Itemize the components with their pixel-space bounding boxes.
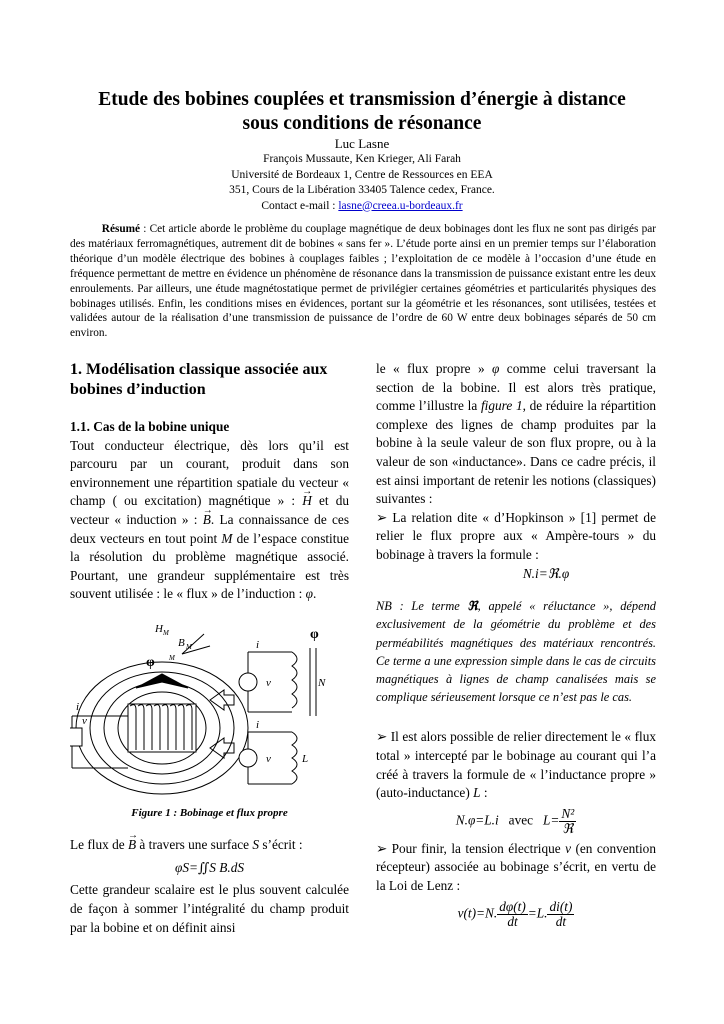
figure-1-diagram: [70, 618, 349, 798]
fig-label-L: L: [302, 752, 309, 765]
bullet-arrow-icon: ➢: [376, 840, 388, 856]
author-block: [60, 136, 664, 214]
paper-title: [60, 88, 664, 136]
paragraph-scalar: Cette grandeur scalaire est le plus souvent calculée de façon à sommer l’intégralité du champ produit par la bobine et on définit ainsi: [70, 882, 349, 935]
paragraph-flux-propre: le « flux propre » φ comme celui traversant la section de la bobine. Il est alors très pratique, comme l’illustre la figure 1, de réduire la répartition complexe des lignes de champ produites par la bobine à la seule valeur de son flux propre, ou à la valeur de son «inductance». Dans ce cadre précis, il est ainsi important de retenir les notions (classiques) suivantes :: [376, 361, 656, 507]
bullet-lenz: ➢ Pour finir, la tension électrique v (en convention récepteur) associée au bobinage s’écrit, en vertu de la Loi de Lenz :: [376, 840, 656, 893]
reluctance-symbol: ℜ: [467, 599, 478, 614]
fig-label-BM-sub: M: [186, 642, 192, 651]
fig-label-N: N: [318, 676, 326, 689]
fig-label-BM: B: [178, 636, 185, 649]
title-line-1: Etude des bobines couplées et transmission d’énergie à distance: [98, 89, 626, 110]
fraction-di-dt: $\frac{di(t)}{dt}$: [549, 898, 573, 929]
title-line-2: sous conditions de résonance: [242, 113, 482, 134]
equation-hopkinson: N.i=ℜ.φ: [522, 565, 570, 581]
fig-label-i-bottom: i: [256, 718, 260, 731]
abstract-text: : Cet article aborde le problème du couplage magnétique de deux bobinages dont les flux ne sont pas dirigés par des matériaux ferromagnétiques, autrement dit de bobines « sans fer ». L’étude porte ainsi en un premier temps sur l’élaboration théorique d’un modèle électrique des bobines à couplages faibles ; l’exploitation de ce modèle à l’occasion d’une étude en fréquence permettant de mettre en évidence un phénomène de résonance dans la transmission de puissance existant entre les deux enroulements. Par ailleurs, une étude magnétostatique permet de privilégier certaines géométries et particularités physiques des bobinages utilisés. Enfin, les conditions mises en évidences, portant sur la géométrie et les résonances, sont utilisées, testées et validées autour de la réalisation d’une transmission de puissance de l’ordre de 60 W entre deux bobinages séparés de 50 cm environ.: [70, 223, 656, 340]
fig-label-M: M: [169, 653, 175, 662]
contact-label: Contact e-mail :: [261, 199, 339, 212]
vector-H: → H: [302, 493, 312, 508]
fig-label-HM: H: [155, 622, 163, 635]
equation-inductance: N.φ=L.i avec L= $\frac{\text{N²}}{\text{ℜ}}$: [455, 805, 575, 836]
voltage-v: v: [565, 840, 572, 856]
fig-label-HM-sub: M: [163, 628, 169, 637]
abstract: [70, 222, 656, 341]
fig-label-i-left: i: [76, 700, 80, 713]
nb-reluctance: NB : Le terme ℜ, appelé « réluctance », dépend exclusivement de la géométrie du problème et des perméabilités magnétiques des matériaux rencontrés. Ce terme a une expression simple dans le cas de circuits magnétiques à lignes de champ canalisées mais se complique sérieusement lorsque ce n’est pas le cas.: [376, 599, 656, 705]
vector-B: → B: [203, 512, 211, 527]
figure-1-caption: Figure 1 : Bobinage et flux propre: [131, 806, 288, 819]
inductance-L: L: [473, 785, 481, 801]
main-author: Luc Lasne: [334, 136, 390, 151]
phi-symbol: φ: [305, 586, 313, 602]
bullet-arrow-icon: ➢: [376, 509, 388, 525]
contact-line: [60, 199, 664, 215]
fraction-dphi-dt: $\frac{d\varphi(t)}{dt}$: [499, 898, 526, 929]
phi-symbol-right: φ: [492, 361, 500, 376]
figure-1-ref: figure 1: [480, 398, 523, 414]
subsection-title: 1.1. Cas de la bobine unique: [70, 419, 230, 434]
bullet-inductance: ➢ Il est alors possible de relier directement le « flux total » intercepté par le bobinage au courant qui l’a créé à travers la formule de « l’inductance propre » (auto-inductance) L :: [376, 729, 657, 801]
fig-label-v-top: v: [266, 676, 271, 689]
bullet-hopkinson: ➢ La relation dite « d’Hopkinson » [1] permet de relier le flux propre aux « Ampère-tours » du bobinage à travers la formule :: [376, 509, 656, 562]
bullet-arrow-icon: ➢: [376, 729, 388, 745]
fig-label-v-bottom: v: [266, 752, 271, 765]
fig-label-phi-right: φ: [310, 626, 319, 642]
abstract-label: Résumé: [101, 223, 141, 235]
fraction-N2-R: $\frac{\text{N²}}{\text{ℜ}}$: [561, 805, 575, 836]
vector-B-2: → B: [128, 837, 136, 852]
paragraph-intro: Tout conducteur électrique, dès lors qu’il est parcouru par un courant, produit dans son environnement une répartition spatiale du vecteur « champ ( ou excitation) magnétique » : → H et du vecteur « induction » : → B. La connaissance de ces deux vecteurs en tout point M de l’espace constitue la résolution du problème magnétique associé. Pourtant, une grandeur supplémentaire est très souvent utilisée : le « flux » de l’induction : φ.: [70, 437, 349, 604]
surface-S: S: [252, 837, 260, 853]
fig-label-i-top: i: [256, 638, 260, 651]
fig-label-phi: φ: [146, 654, 155, 670]
right-column: [376, 360, 656, 933]
left-column: [70, 360, 349, 937]
equation-flux: φS=∬S B.dS: [174, 859, 245, 875]
fig-label-v-left: v: [82, 714, 87, 727]
address: 351, Cours de la Libération 33405 Talence cedex, France.: [229, 184, 495, 196]
coauthors: François Mussaute, Ken Krieger, Ali Farah: [263, 153, 461, 165]
affiliation: Université de Bordeaux 1, Centre de Ressources en EEA: [231, 168, 493, 181]
paragraph-flux: Le flux de → B à travers une surface S s’écrit :: [70, 836, 349, 855]
section-title: 1. Modélisation classique associée aux bobines d’induction: [70, 361, 328, 398]
contact-email-link[interactable]: lasne@creea.u-bordeaux.fr: [338, 199, 463, 212]
equation-lenz: v(t)=N. $\frac{d\varphi(t)}{dt}$ =L. $\frac{di(t)}{dt}$: [457, 898, 573, 929]
point-M: M: [221, 530, 233, 546]
